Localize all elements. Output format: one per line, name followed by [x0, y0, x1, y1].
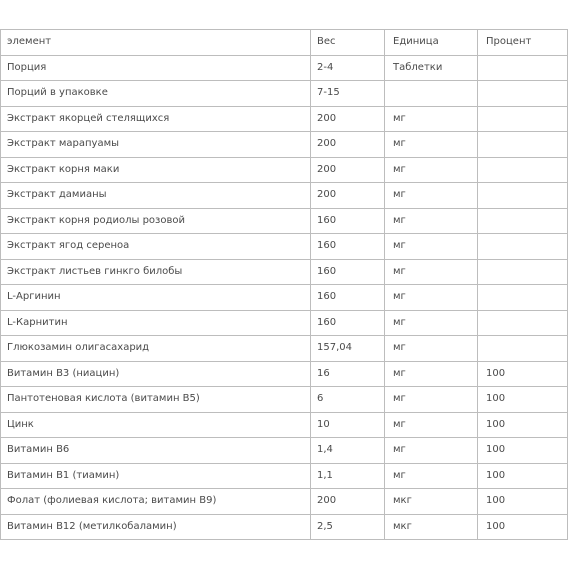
cell-unit: мг [385, 387, 478, 413]
table-row [1, 106, 568, 132]
header-percent: Процент [478, 30, 568, 56]
cell-element: Экстракт марапуамы [1, 132, 311, 158]
cell-unit: мг [385, 259, 478, 285]
table-row [1, 234, 568, 260]
cell-unit: мкг [385, 514, 478, 540]
cell-unit: мг [385, 234, 478, 260]
cell-unit: мг [385, 412, 478, 438]
cell-weight: 1,4 [311, 438, 385, 464]
cell-unit: мг [385, 208, 478, 234]
cell-weight: 160 [311, 234, 385, 260]
cell-percent [478, 208, 568, 234]
table-row [1, 132, 568, 158]
header-unit: Единица [385, 30, 478, 56]
cell-element: Экстракт дамианы [1, 183, 311, 209]
cell-percent [478, 336, 568, 362]
cell-percent: 100 [478, 387, 568, 413]
table-row [1, 412, 568, 438]
cell-percent: 100 [478, 514, 568, 540]
cell-percent: 100 [478, 361, 568, 387]
cell-unit: мг [385, 438, 478, 464]
cell-element: Цинк [1, 412, 311, 438]
cell-weight: 160 [311, 208, 385, 234]
table-row [1, 361, 568, 387]
cell-element: Витамин В1 (тиамин) [1, 463, 311, 489]
cell-weight: 1,1 [311, 463, 385, 489]
table-row [1, 81, 568, 107]
cell-percent [478, 81, 568, 107]
cell-weight: 6 [311, 387, 385, 413]
cell-unit: мг [385, 361, 478, 387]
table-row [1, 438, 568, 464]
cell-percent [478, 132, 568, 158]
cell-percent [478, 234, 568, 260]
cell-percent [478, 106, 568, 132]
cell-weight: 157,04 [311, 336, 385, 362]
cell-element: L-Карнитин [1, 310, 311, 336]
cell-percent [478, 285, 568, 311]
cell-weight: 10 [311, 412, 385, 438]
cell-weight: 160 [311, 310, 385, 336]
cell-unit: мг [385, 285, 478, 311]
cell-unit: Таблетки [385, 55, 478, 81]
cell-percent: 100 [478, 463, 568, 489]
cell-unit [385, 81, 478, 107]
cell-weight: 2,5 [311, 514, 385, 540]
cell-unit: мг [385, 310, 478, 336]
cell-element: Витамин В6 [1, 438, 311, 464]
table-row [1, 208, 568, 234]
table-row [1, 336, 568, 362]
table-header-row [1, 30, 568, 56]
cell-weight: 200 [311, 106, 385, 132]
cell-percent: 100 [478, 438, 568, 464]
header-element: элемент [1, 30, 311, 56]
cell-percent [478, 157, 568, 183]
cell-element: Фолат (фолиевая кислота; витамин В9) [1, 489, 311, 515]
cell-element: Экстракт якорцей стелящихся [1, 106, 311, 132]
cell-element: Глюкозамин олигасахарид [1, 336, 311, 362]
nutrition-table [0, 29, 568, 540]
cell-element: Пантотеновая кислота (витамин В5) [1, 387, 311, 413]
header-weight: Вес [311, 30, 385, 56]
cell-percent [478, 259, 568, 285]
cell-unit: мг [385, 336, 478, 362]
table-row [1, 157, 568, 183]
table-row [1, 463, 568, 489]
cell-element: Витамин В12 (метилкобаламин) [1, 514, 311, 540]
cell-unit: мг [385, 157, 478, 183]
table-row [1, 387, 568, 413]
cell-weight: 7-15 [311, 81, 385, 107]
cell-weight: 160 [311, 285, 385, 311]
table-row [1, 259, 568, 285]
cell-element: Экстракт ягод сереноа [1, 234, 311, 260]
cell-element: Экстракт листьев гинкго билобы [1, 259, 311, 285]
cell-element: Витамин В3 (ниацин) [1, 361, 311, 387]
table-row [1, 55, 568, 81]
table-row [1, 489, 568, 515]
cell-weight: 200 [311, 489, 385, 515]
cell-element: L-Аргинин [1, 285, 311, 311]
cell-unit: мг [385, 106, 478, 132]
cell-element: Порция [1, 55, 311, 81]
table-row [1, 514, 568, 540]
cell-weight: 200 [311, 157, 385, 183]
cell-unit: мг [385, 183, 478, 209]
cell-unit: мкг [385, 489, 478, 515]
table-row [1, 310, 568, 336]
table-row [1, 183, 568, 209]
cell-percent [478, 310, 568, 336]
cell-element: Порций в упаковке [1, 81, 311, 107]
cell-weight: 200 [311, 132, 385, 158]
cell-percent: 100 [478, 412, 568, 438]
cell-weight: 2-4 [311, 55, 385, 81]
cell-percent [478, 183, 568, 209]
cell-weight: 16 [311, 361, 385, 387]
cell-weight: 200 [311, 183, 385, 209]
nutrition-table-container [0, 29, 568, 540]
cell-element: Экстракт корня маки [1, 157, 311, 183]
table-row [1, 285, 568, 311]
cell-unit: мг [385, 132, 478, 158]
cell-percent: 100 [478, 489, 568, 515]
cell-element: Экстракт корня родиолы розовой [1, 208, 311, 234]
cell-unit: мг [385, 463, 478, 489]
cell-weight: 160 [311, 259, 385, 285]
cell-percent [478, 55, 568, 81]
table-body [1, 55, 568, 540]
